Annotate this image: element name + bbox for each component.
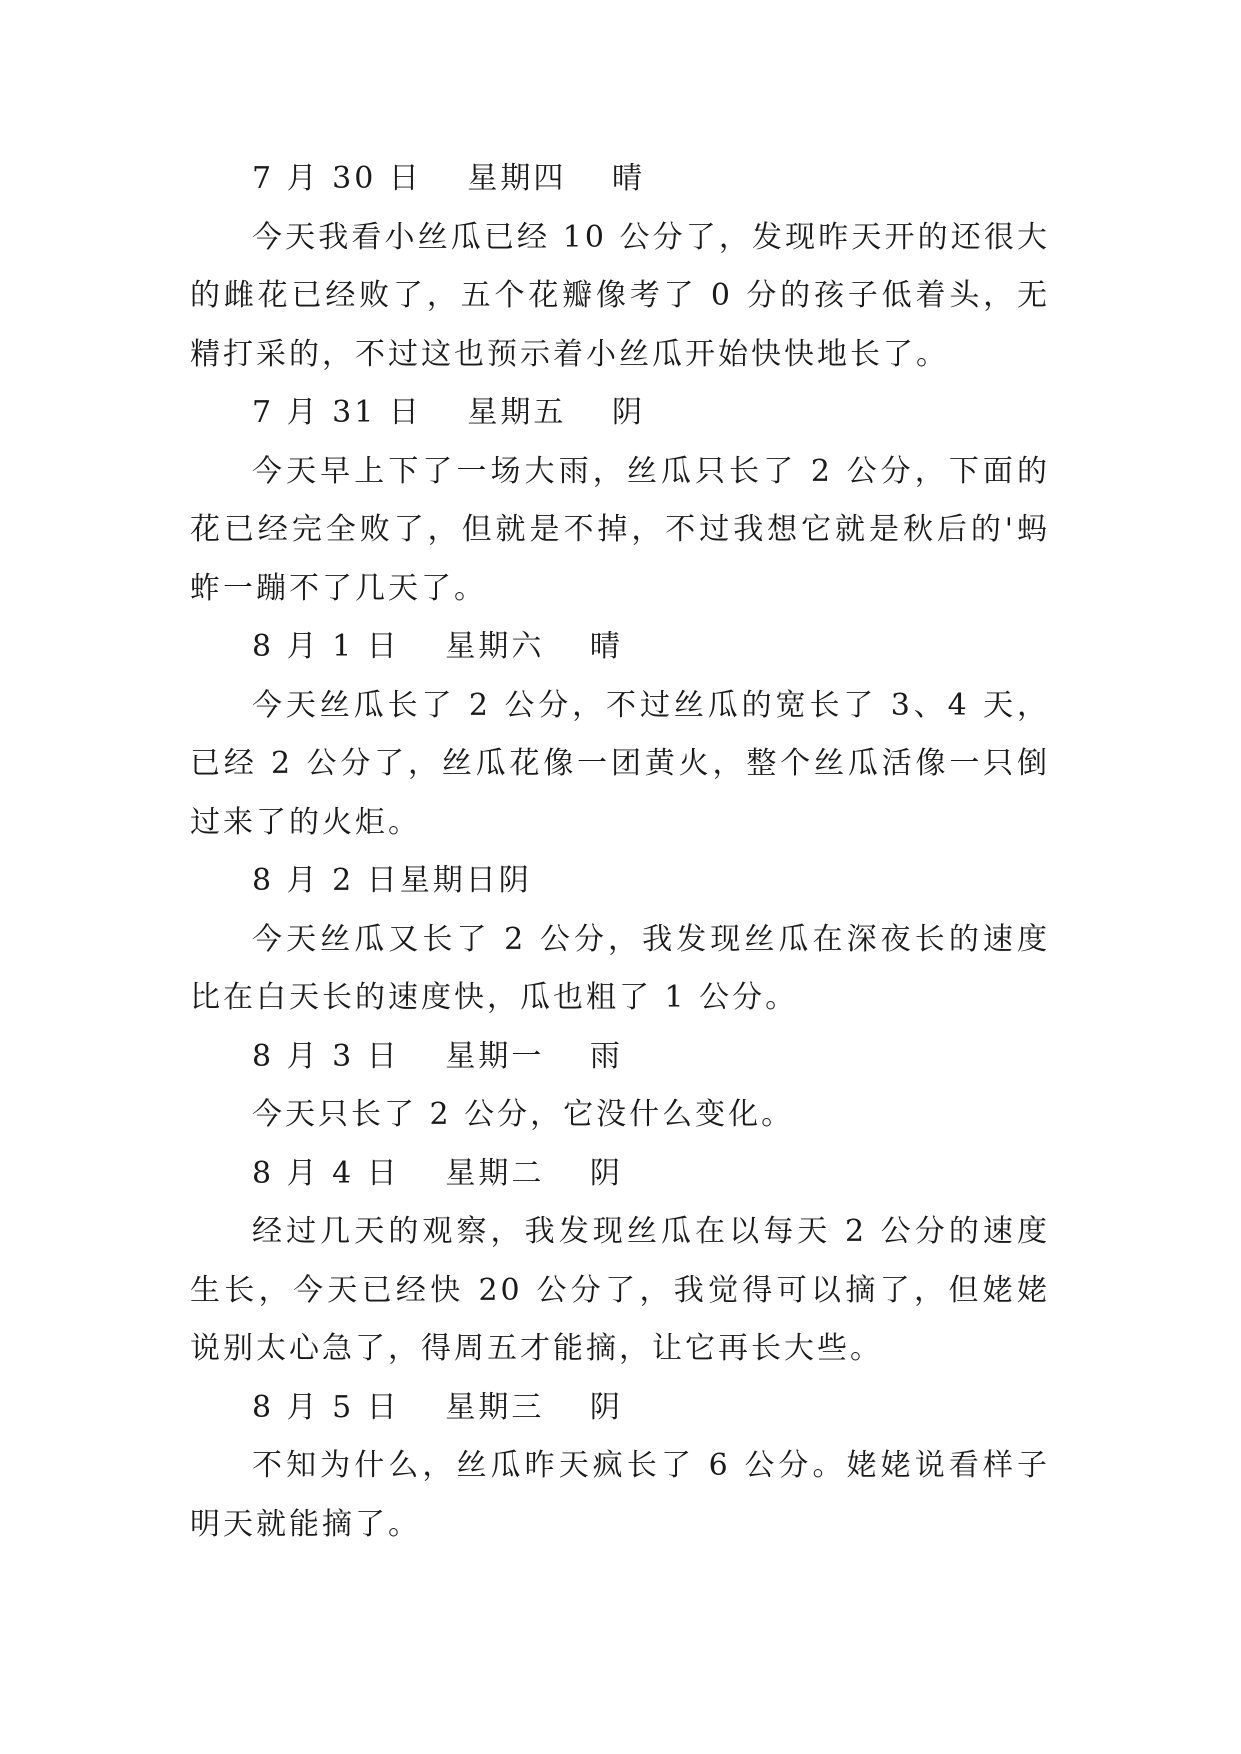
diary-body — [190, 150, 1050, 1554]
entry-text: 今天早上下了一场大雨，丝瓜只长了 2 公分，下面的花已经完全败了，但就是不掉，不过我想它就是秋后的'蚂蚱一蹦不了几天了。 — [190, 453, 1050, 606]
entry-text: 今天丝瓜又长了 2 公分，我发现丝瓜在深夜长的速度比在白天长的速度快，瓜也粗了 1 公分。 — [190, 921, 1050, 1015]
entry-date: 8 月 1 日 星期六 晴 — [252, 629, 623, 664]
entry-text: 今天我看小丝瓜已经 10 公分了，发现昨天开的还很大的雌花已经败了，五个花瓣像考了 0 分的孩子低着头，无精打采的，不过这也预示着小丝瓜开始快快地长了。 — [190, 219, 1050, 372]
entry-date: 8 月 5 日 星期三 阴 — [252, 1389, 623, 1425]
entry-text: 今天只长了 2 公分，它没什么变化。 — [252, 1097, 795, 1132]
entry-text: 经过几天的观察，我发现丝瓜在以每天 2 公分的速度生长，今天已经快 20 公分了，我觉得可以摘了，但姥姥说别太心急了，得周五才能摘，让它再长大些。 — [190, 1214, 1050, 1366]
entry-date: 8 月 3 日 星期一 雨 — [252, 1038, 623, 1074]
entry-text: 今天丝瓜长了 2 公分，不过丝瓜的宽长了 3、4 天，已经 2 公分了，丝瓜花像一团黄火，整个丝瓜活像一只倒过来了的火炬。 — [190, 687, 1050, 840]
entry-date: 7 月 30 日 星期四 晴 — [252, 161, 645, 196]
entry-date: 8 月 4 日 星期二 阴 — [252, 1155, 623, 1191]
entry-text: 不知为什么，丝瓜昨天疯长了 6 公分。姥姥说看样子明天就能摘了。 — [190, 1448, 1050, 1542]
entry-date: 8 月 2 日星期日阴 — [252, 863, 532, 898]
entry-date: 7 月 31 日 星期五 阴 — [252, 395, 645, 430]
